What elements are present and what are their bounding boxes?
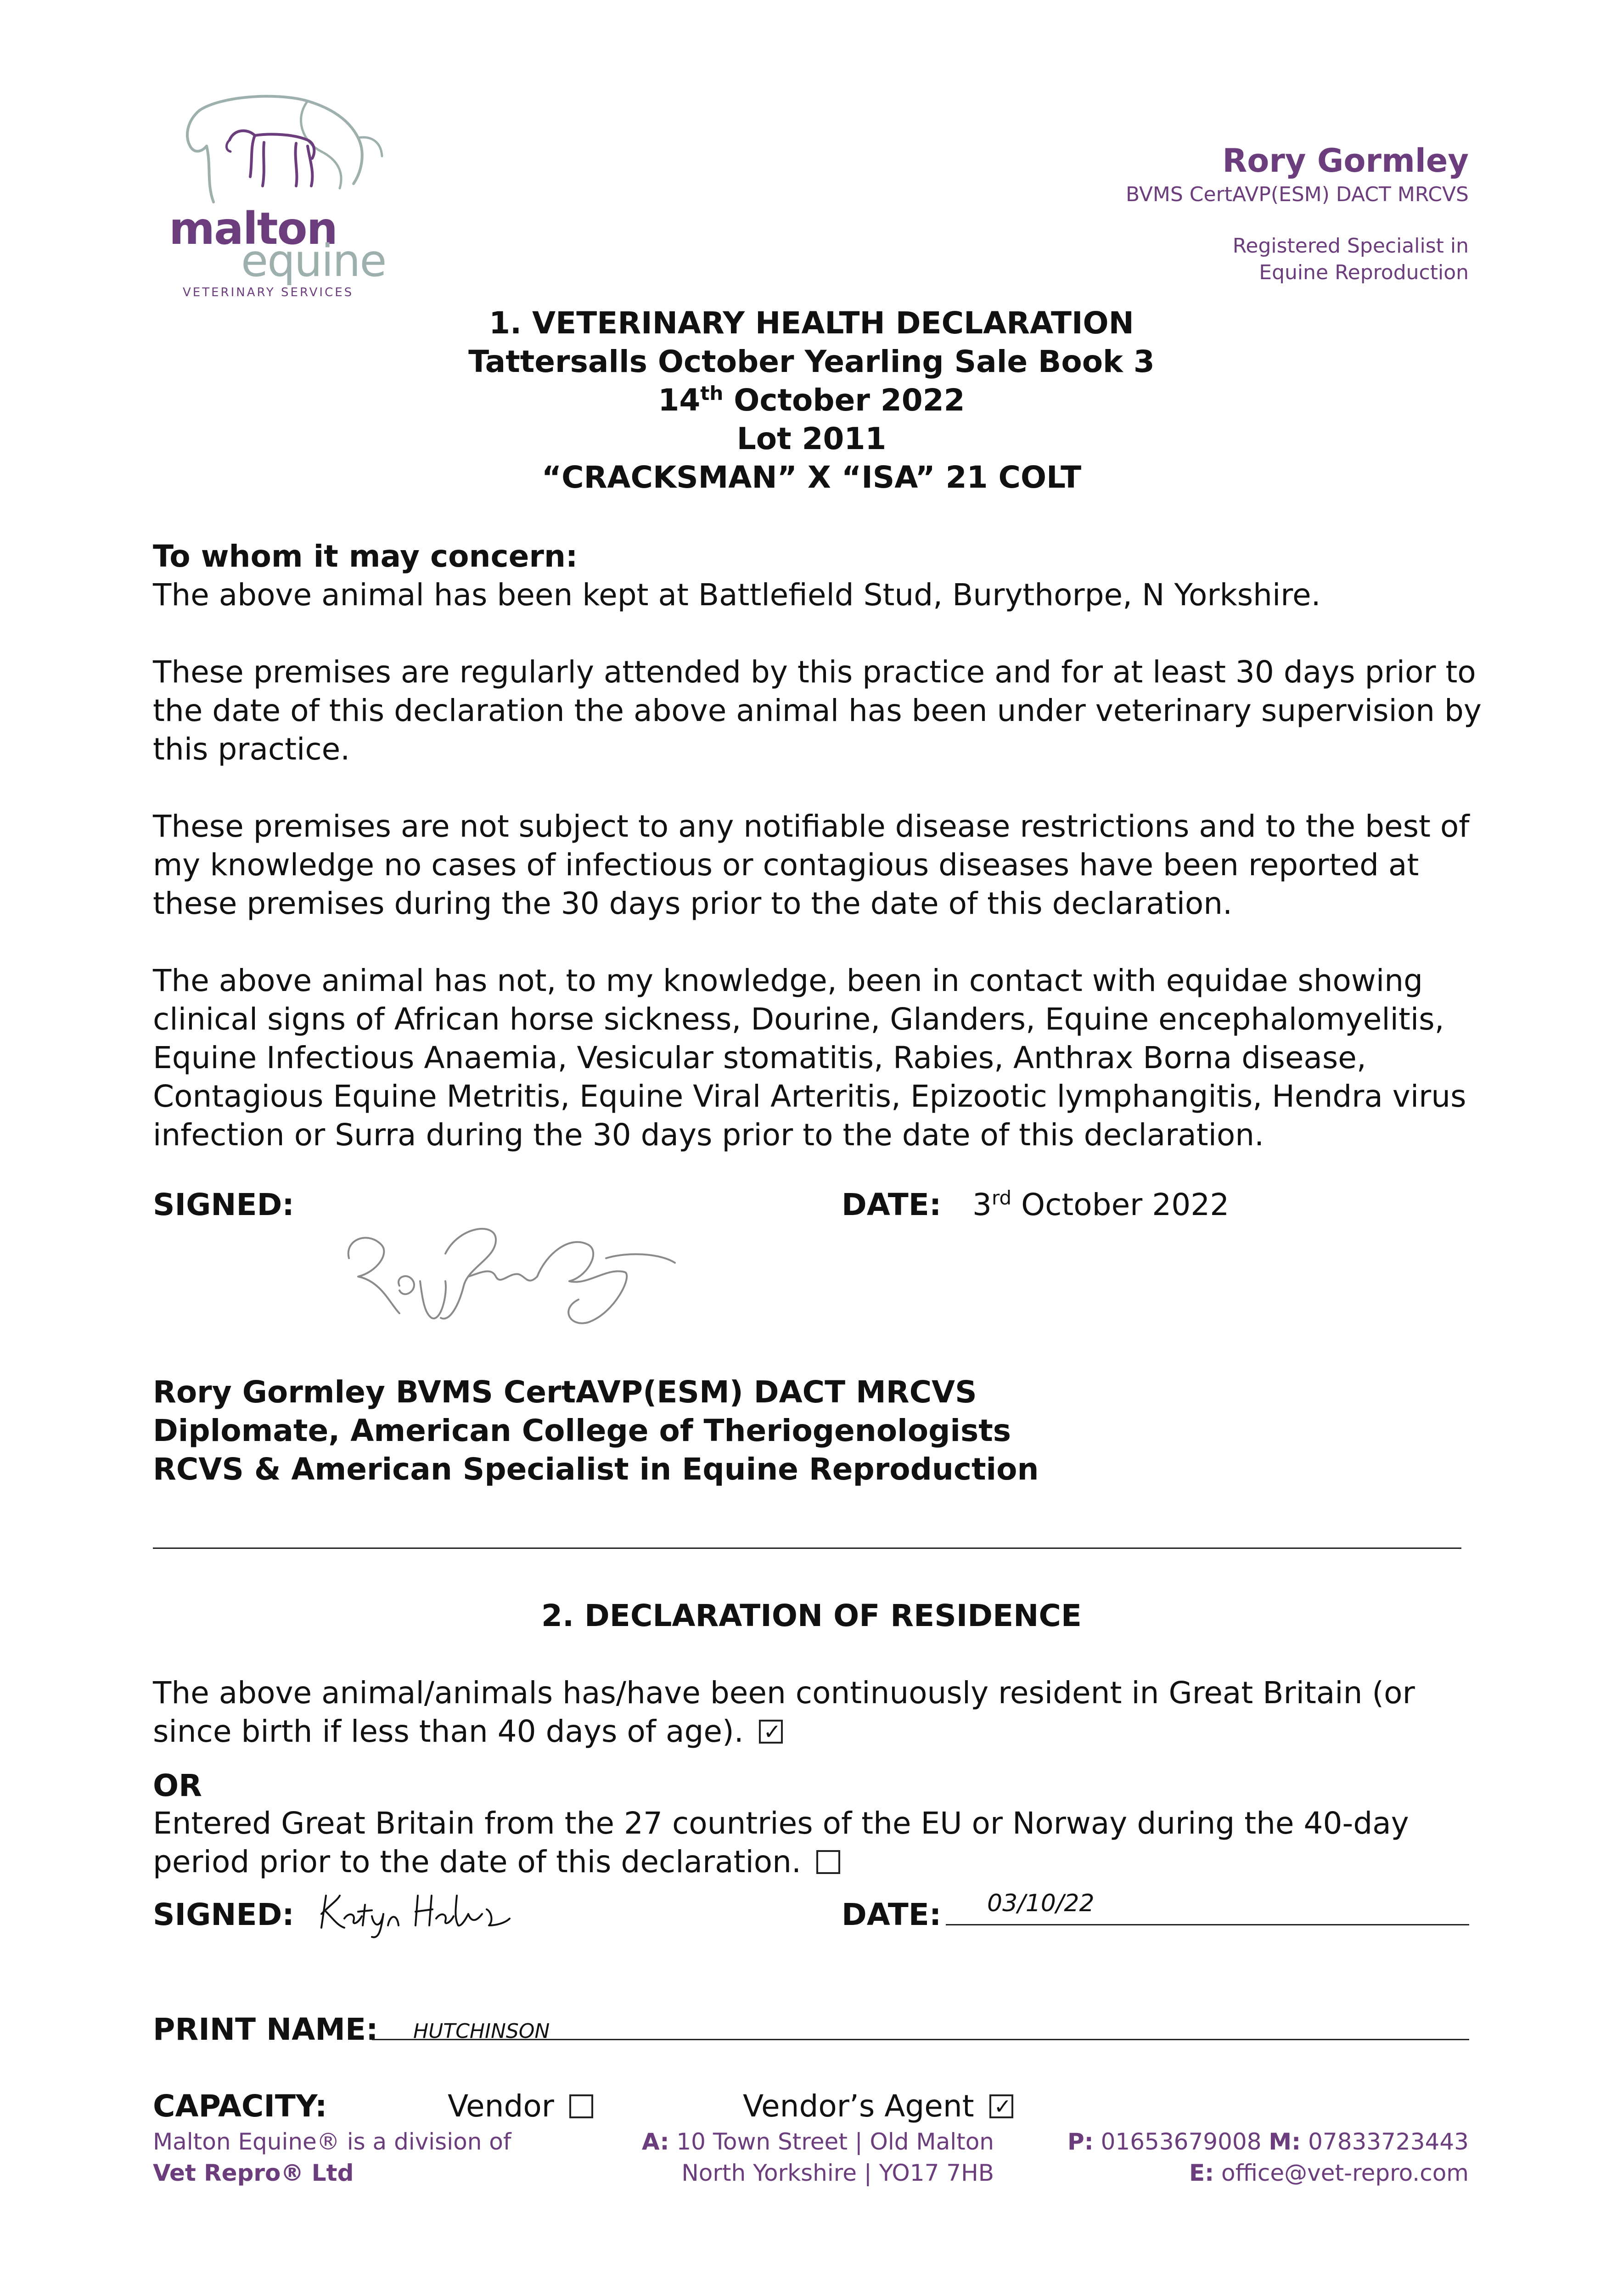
declaration-body — [153, 537, 1484, 1193]
vet-specialism-line2: Equine Reproduction — [1259, 261, 1469, 284]
capacity-agent-option — [743, 2087, 1013, 2126]
or-label: OR — [153, 1768, 202, 1803]
credentials-line2: Diplomate, American College of Theriogenologists — [153, 1413, 1011, 1448]
lot-number: Lot 2011 — [736, 421, 887, 456]
declaration-title: 1. VETERINARY HEALTH DECLARATION — [489, 305, 1134, 341]
credentials-line1: Rory Gormley BVMS CertAVP(ESM) DACT MRCVS — [153, 1374, 977, 1410]
capacity-vendor-label: Vendor — [448, 2088, 554, 2124]
vendor-date-handwriting — [983, 1883, 1120, 1924]
declaration-title-block — [0, 304, 1623, 497]
vet-specialism-line1: Registered Specialist in — [1232, 234, 1469, 258]
print-name-label: PRINT NAME: — [153, 2012, 378, 2047]
vendor-date-line — [946, 1924, 1469, 1925]
vendor-signature-image — [312, 1886, 514, 1941]
vet-signature-image — [331, 1208, 680, 1336]
paragraph-diseases: The above animal has not, to my knowledge, been in contact with equidae showing clinical signs of African horse sickness, Dourine, Glanders, Equine encephalomyelitis, Equine Infectious Anaemia, Vesicular stomatitis, Rabies, Anthrax Borna disease, Contagious Equine Metritis, Equine Viral Arteritis, Epizootic lymphangitis, Hendra virus infection or Surra during the 30 days prior to the date of this declaration. — [153, 963, 1466, 1153]
residence-option-1-text: The above animal/animals has/have been continuously resident in Great Britain (or since birth if less than 40 days of age). — [153, 1675, 1415, 1749]
signed-label: SIGNED: — [153, 1187, 294, 1222]
logo-wordmark-malton: malton — [169, 203, 337, 254]
footer-address-line1: A: 10 Town Street | Old Malton — [641, 2128, 994, 2155]
residence-title: 2. DECLARATION OF RESIDENCE — [541, 1598, 1082, 1633]
logo-tagline: VETERINARY SERVICES — [183, 286, 354, 299]
logo-wordmark-equine: equine — [241, 235, 386, 287]
checkmark-icon: ✓ — [994, 2094, 1012, 2119]
footer-company — [153, 2126, 511, 2189]
capacity-label: CAPACITY: — [153, 2088, 327, 2124]
horse-pedigree: “CRACKSMAN” X “ISA” 21 COLT — [541, 460, 1082, 495]
capacity-agent-checkbox[interactable] — [989, 2094, 1013, 2118]
residence-option-2-text: Entered Great Britain from the 27 countries of the EU or Norway during the 40-day period prior to the date of this declaration. — [153, 1806, 1409, 1880]
footer-division-text: Malton Equine® is a division of — [153, 2128, 511, 2155]
date-label: DATE: — [842, 1187, 942, 1222]
vet-qualifications: BVMS CertAVP(ESM) DACT MRCVS — [1126, 183, 1469, 206]
section-divider — [153, 1548, 1461, 1549]
footer-email[interactable]: E: office@vet-repro.com — [1189, 2160, 1469, 2186]
residence-option-1 — [153, 1674, 1484, 1751]
vet-name: Rory Gormley — [1222, 142, 1469, 180]
vet-specialism — [1126, 233, 1469, 286]
capacity-vendor-checkbox[interactable] — [569, 2094, 593, 2118]
sale-date: 14th October 2022 — [658, 382, 965, 418]
salutation: To whom it may concern: — [153, 539, 578, 574]
checkmark-icon: ✓ — [763, 1719, 781, 1744]
vet-contact-block — [1126, 140, 1469, 286]
footer-company-name: Vet Repro® Ltd — [153, 2160, 354, 2186]
credentials-line3: RCVS & American Specialist in Equine Reproduction — [153, 1452, 1039, 1487]
print-name-handwriting — [411, 2011, 585, 2048]
vendor-date-value: 03/10/22 — [987, 1890, 1095, 1917]
vendor-signed-label: SIGNED: — [153, 1897, 294, 1932]
residence-option-1-checkbox[interactable] — [759, 1720, 783, 1744]
capacity-agent-label: Vendor’s Agent — [743, 2088, 974, 2124]
sale-name: Tattersalls October Yearling Sale Book 3 — [468, 344, 1155, 379]
footer-phone: P: 01653679008 M: 07833723443 — [1067, 2128, 1469, 2155]
paragraph-premises: The above animal has been kept at Battlefield Stud, Burythorpe, N Yorkshire. — [153, 577, 1321, 613]
footer-address — [627, 2126, 994, 2189]
vet-credentials — [153, 1373, 1039, 1489]
residence-option-2 — [153, 1804, 1484, 1881]
paragraph-restrictions: These premises are not subject to any notifiable disease restrictions and to the best of my knowledge no cases of infectious or contagious diseases have been reported at these premises during the 30 days prior to the date of this declaration. — [153, 809, 1470, 921]
footer-contact — [1067, 2126, 1469, 2189]
paragraph-supervision: These premises are regularly attended by this practice and for at least 30 days prior to the date of this declaration the above animal has been under veterinary supervision by this practice. — [153, 654, 1482, 767]
capacity-vendor-option — [448, 2087, 593, 2126]
footer-address-line2: North Yorkshire | YO17 7HB — [681, 2160, 994, 2186]
print-name-value: HUTCHINSON — [413, 2020, 550, 2043]
residence-option-2-checkbox[interactable] — [816, 1850, 840, 1874]
signature-date: 3rd October 2022 — [972, 1187, 1230, 1222]
vendor-date-label: DATE: — [842, 1897, 942, 1932]
